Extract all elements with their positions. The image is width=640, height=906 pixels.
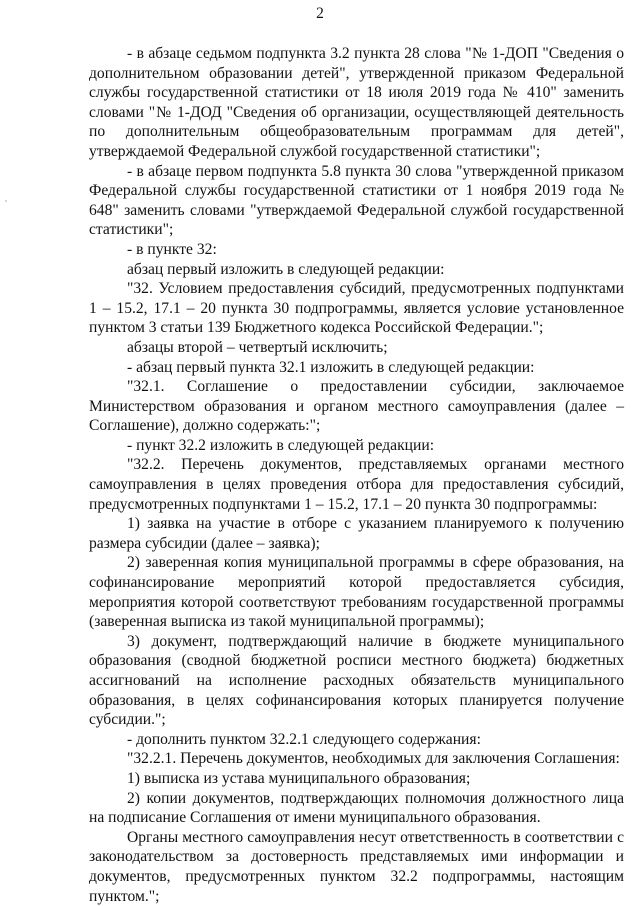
paragraph: - абзац первый пункта 32.1 изложить в следующей редакции: — [127, 358, 535, 376]
list-item: 1) заявка на участие в отборе с указанием планируемого к получению размера субсидии (далее – заявка); — [89, 515, 624, 552]
paragraph: абзацы второй – четвертый исключить; — [127, 338, 388, 356]
paragraph: - в абзаце первом подпункта 5.8 пункта 30 слова "утвержденной приказом Федеральной службы государственной статистики от 1 ноября 2019 года № 648" заменить словами "утверждаемой Федеральной службой государственной статистики"; — [89, 162, 624, 239]
paragraph: - дополнить пунктом 32.2.1 следующего содержания: — [127, 730, 481, 748]
list-item: 2) заверенная копия муниципальной программы в сфере образования, на софинансирование мероприятий которой предоставляется субсидия, мероприятия которой соответствуют требованиям государственной программы (заверенная выписка из такой муниципальной программы); — [89, 554, 624, 631]
scan-artifact-dot — [5, 200, 7, 202]
paragraph: Органы местного самоуправления несут ответственность в соответствии с законодательством за достоверность представляемых ими информации и документов, предусмотренных пунктом 32.2 подпрограммы, настоящим пунктом."; — [89, 828, 624, 905]
paragraph: абзац первый изложить в следующей редакции: — [127, 260, 445, 278]
paragraph: "32.1. Соглашение о предоставлении субсидии, заключаемое Министерством образования и органом местного самоуправления (далее – Соглашение), должно содержать:"; — [89, 378, 624, 435]
paragraph: - в абзаце седьмом подпункта 3.2 пункта 28 слова "№ 1-ДОП "Сведения о дополнительном образовании детей", утвержденной приказом Федеральной службы государственной статистики от 18 июля 2019 года № 410" заменить словами "№ 1-ДОД "Сведения об организации, осуществляющей деятельность по дополнительным общеобразовательным программам для детей", утверждаемой Федеральной службой государственной статистики"; — [89, 45, 624, 160]
document-body — [89, 44, 624, 906]
paragraph: "32.2.1. Перечень документов, необходимых для заключения Соглашения: — [127, 750, 620, 768]
paragraph: "32.2. Перечень документов, представляемых органами местного самоуправления в целях проведения отбора для предоставления субсидий, предусмотренных подпунктами 1 – 15.2, 17.1 – 20 пункта 30 подпрограммы: — [89, 456, 624, 513]
paragraph: - пункт 32.2 изложить в следующей редакции: — [127, 436, 435, 454]
list-item: 3) документ, подтверждающий наличие в бюджете муниципального образования (сводной бюджетной росписи местного бюджета) бюджетных ассигнований на исполнение расходных обязательств муниципального образования, в целях софинансирования которых планируется получение субсидии."; — [89, 632, 624, 729]
paragraph: - в пункте 32: — [127, 240, 217, 258]
page-number: 2 — [316, 5, 324, 22]
list-item: 2) копии документов, подтверждающих полномочия должностного лица на подписание Соглашения от имени муниципального образования. — [89, 789, 624, 827]
list-item: 1) выписка из устава муниципального образования; — [127, 769, 471, 787]
paragraph: "32. Условием предоставления субсидий, предусмотренных подпунктами 1 – 15.2, 17.1 – 20 пункта 30 подпрограммы, является условие установленное пунктом 3 статьи 139 Бюджетного кодекса Российской Федерации."; — [89, 280, 624, 337]
